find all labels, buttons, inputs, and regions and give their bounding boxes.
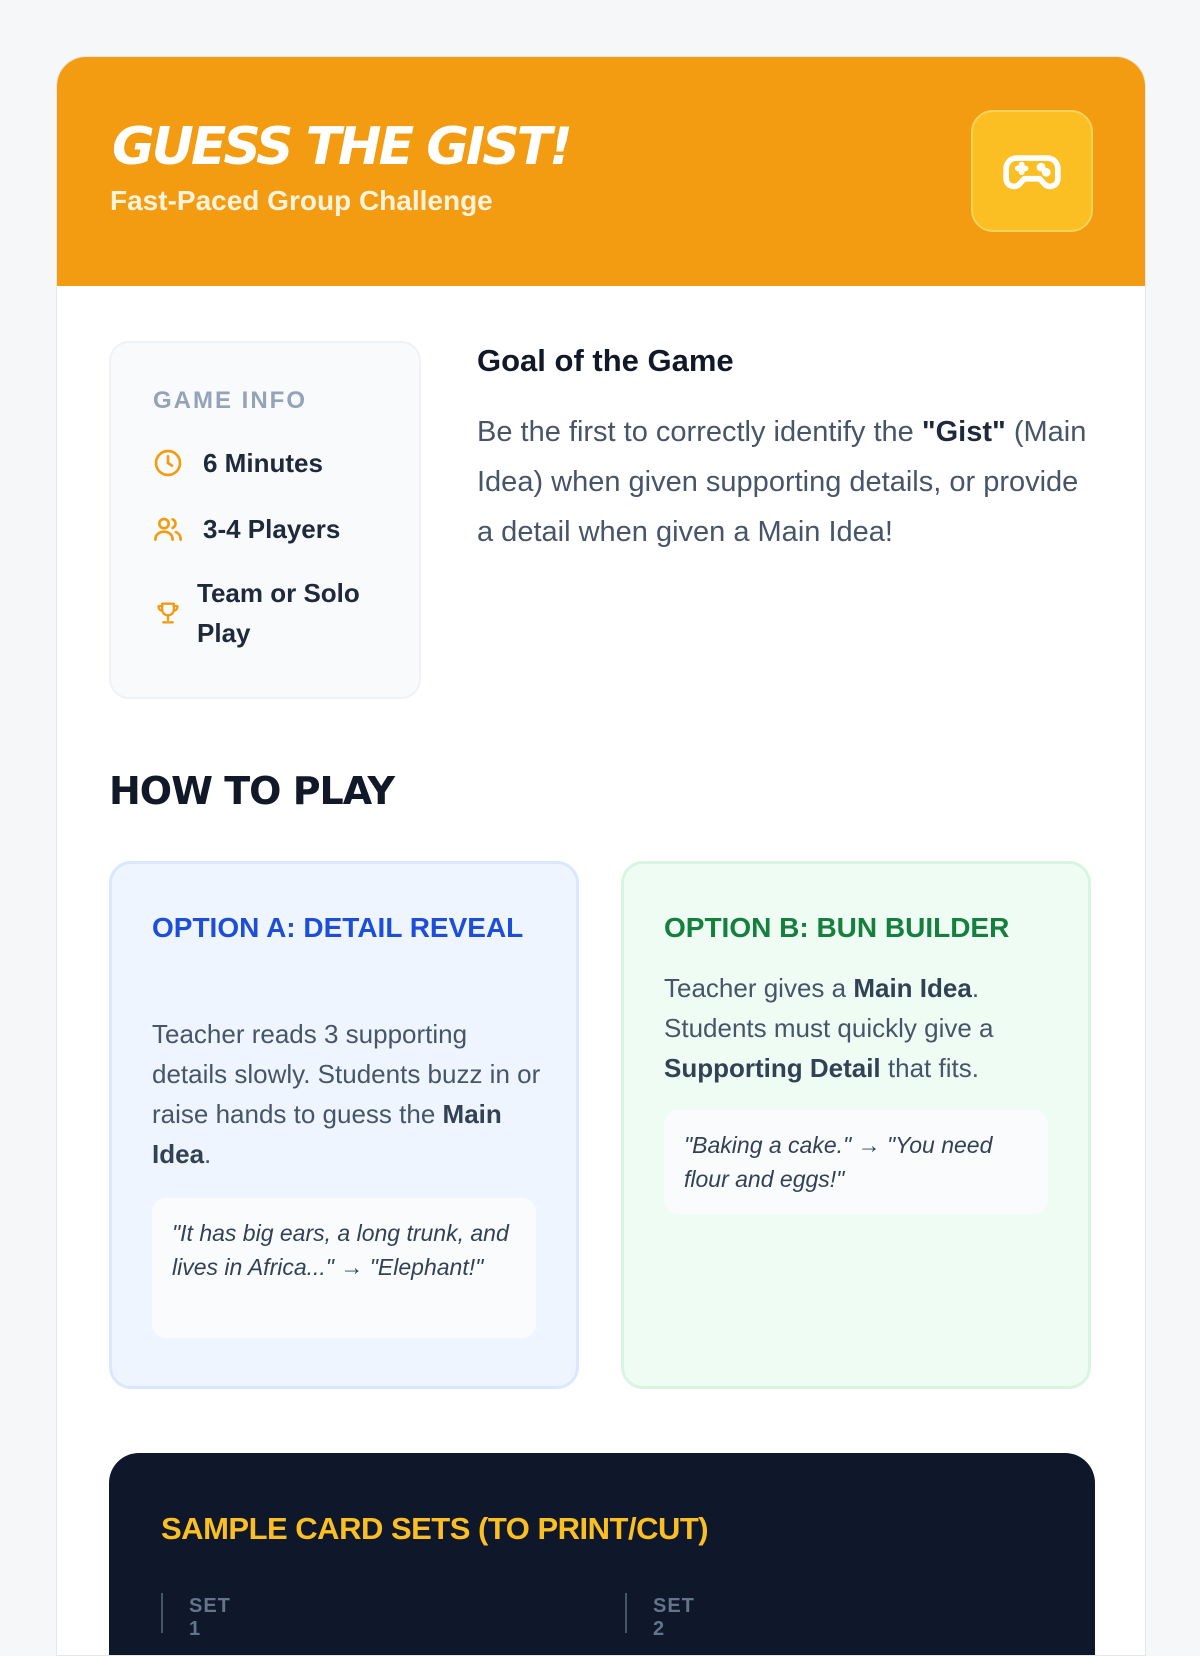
option-a-description: Teacher reads 3 supporting details slowly. Students buzz in or raise hands to guess the Main Idea. — [152, 1019, 541, 1169]
option-a-title: OPTION A: DETAIL REVEAL — [152, 912, 524, 943]
game-title: GUESS THE GIST! — [112, 117, 570, 177]
option-b-description: Teacher gives a Main Idea. Students must quickly give a Supporting Detail that fits. — [664, 973, 994, 1083]
game-subtitle: Fast-Paced Group Challenge — [110, 185, 493, 216]
gamepad-badge — [971, 110, 1093, 232]
trophy-icon — [151, 596, 185, 630]
gamepad-icon — [1001, 140, 1063, 202]
option-b-example: "Baking a cake." → "You need flour and eggs!" — [664, 1110, 1048, 1214]
info-item-label: 3-4 Players — [203, 514, 341, 544]
info-item-label: 6 Minutes — [203, 448, 323, 478]
header-banner — [57, 57, 1145, 286]
how-to-play-heading: HOW TO PLAY — [109, 769, 395, 813]
option-a-card — [109, 861, 579, 1389]
info-item-mode — [151, 573, 391, 653]
option-b-title: OPTION B: BUN BUILDER — [664, 912, 1010, 943]
game-info-panel — [109, 341, 421, 699]
info-item-players — [151, 509, 340, 549]
info-item-duration — [151, 443, 323, 483]
clock-icon — [151, 446, 185, 480]
option-b-card — [621, 861, 1091, 1389]
option-a-example: "It has big ears, a long trunk, and lives in Africa..." → "Elephant!" — [152, 1198, 536, 1338]
sample-card-sets-panel — [109, 1453, 1095, 1656]
game-info-label: GAME INFO — [153, 387, 307, 414]
users-icon — [151, 512, 185, 546]
set-label: SET 2 — [653, 1595, 695, 1640]
goal-description: Be the first to correctly identify the "Gist" (Main Idea) when given supporting details, or provide a detail when given a Main Idea! — [477, 416, 1087, 548]
set-column-2 — [625, 1593, 695, 1640]
info-item-label: Team or Solo Play — [197, 578, 360, 648]
set-column-1 — [161, 1593, 231, 1640]
goal-title: Goal of the Game — [477, 343, 734, 378]
game-card — [56, 56, 1146, 1656]
set-label: SET 1 — [189, 1595, 231, 1640]
sample-card-sets-title: SAMPLE CARD SETS (TO PRINT/CUT) — [161, 1511, 709, 1546]
